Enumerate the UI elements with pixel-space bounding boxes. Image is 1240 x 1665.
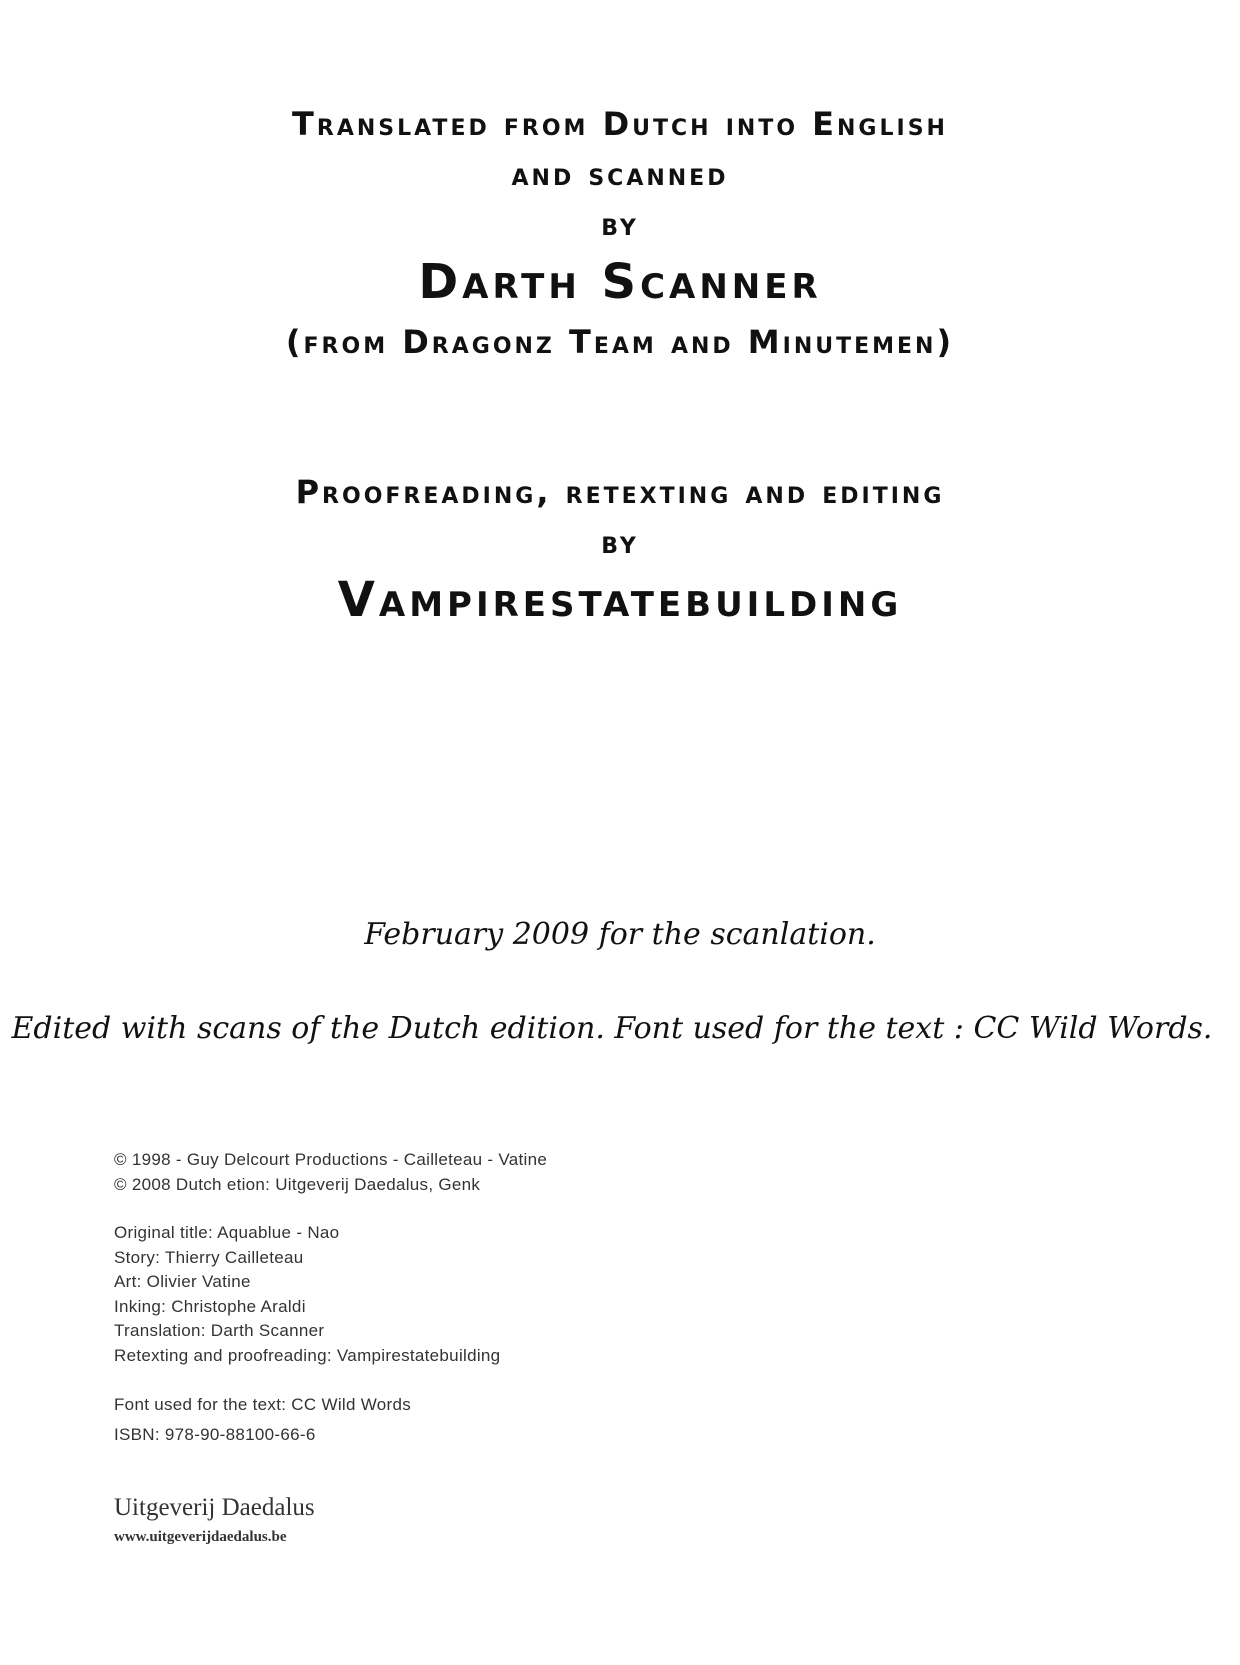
by-label-1: by <box>601 205 639 243</box>
copyright-block <box>114 1148 547 1197</box>
by-label-2: by <box>601 523 639 561</box>
scanned-line: and scanned <box>511 155 729 193</box>
editor-name: Vampirestatebuilding <box>337 572 903 628</box>
font-line: Font used for the text: CC Wild Words <box>114 1395 412 1414</box>
date-note: February 2009 for the scanlation. <box>364 917 876 952</box>
translator-name: Darth Scanner <box>418 254 822 310</box>
art-line: Art: Olivier Vatine <box>114 1272 251 1291</box>
publisher-url: www.uitgeverijdaedalus.be <box>114 1529 287 1545</box>
retexting-line: Retexting and proofreading: Vampirestatebuilding <box>114 1345 501 1365</box>
inking-line: Inking: Christophe Araldi <box>114 1296 306 1316</box>
translated-from-line: Translated from Dutch into English <box>292 105 948 143</box>
isbn-line: ISBN: 978-90-88100-66-6 <box>114 1425 316 1444</box>
teams-line: (from Dragonz Team and Minutemen) <box>285 323 955 361</box>
edition-note: Edited with scans of the Dutch edition. Font used for the text : CC Wild Words. <box>11 1011 1213 1046</box>
info-block <box>114 1221 500 1368</box>
proofreading-line: Proofreading, retexting and editing <box>295 473 945 511</box>
translation-line: Translation: Darth Scanner <box>114 1321 325 1340</box>
story-line: Story: Thierry Cailleteau <box>114 1247 304 1267</box>
copyright-line: © 2008 Dutch etion: Uitgeverij Daedalus, Genk <box>114 1174 481 1194</box>
copyright-line: © 1998 - Guy Delcourt Productions - Cailleteau - Vatine <box>114 1150 548 1169</box>
original-title-line: Original title: Aquablue - Nao <box>114 1223 340 1242</box>
publisher-name: Uitgeverij Daedalus <box>114 1494 315 1521</box>
